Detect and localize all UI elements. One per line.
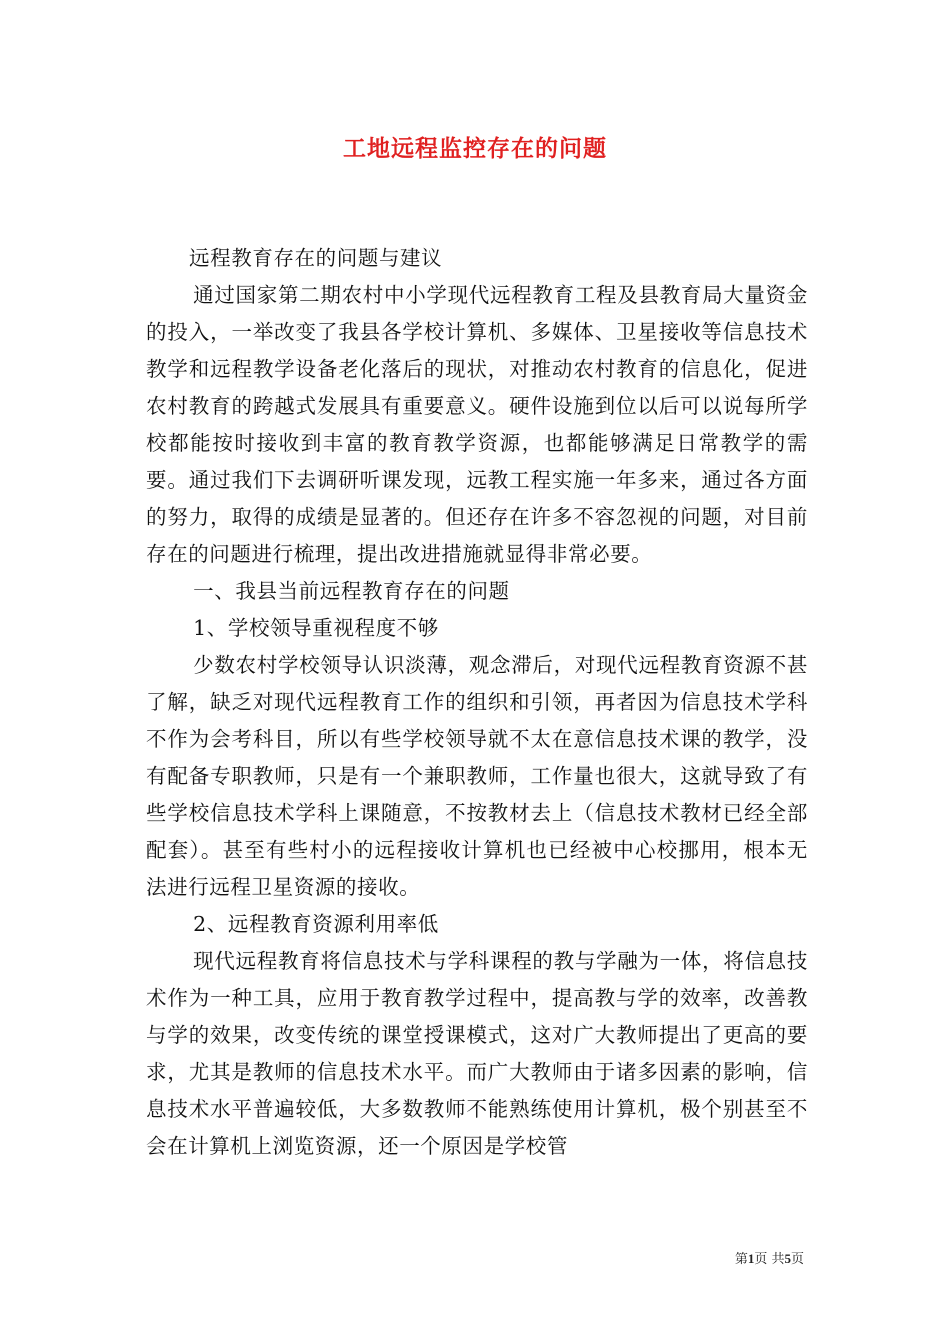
footer-prefix: 第 xyxy=(734,1252,748,1267)
document-body xyxy=(146,240,808,1165)
footer-middle: 页 共 xyxy=(754,1252,785,1267)
subsection-heading-1: 1、学校领导重视程度不够 xyxy=(193,616,439,640)
paragraph-subtitle: 远程教育存在的问题与建议 xyxy=(189,246,443,270)
footer-suffix: 页 xyxy=(790,1252,804,1267)
subsection-heading-2: 2、远程教育资源利用率低 xyxy=(193,912,439,936)
footer-total-pages: 5 xyxy=(784,1251,791,1266)
paragraph-intro: 通过国家第二期农村中小学现代远程教育工程及县教育局大量资金的投入，一举改变了我县各学校计算机、多媒体、卫星接收等信息技术教学和远程教学设备老化落后的现状，对推动农村教育的信息化，促进农村教育的跨越式发展具有重要意义。硬件设施到位以后可以说每所学校都能按时接收到丰富的教育教学资源，也都能够满足日常教学的需要。通过我们下去调研听课发现，远教工程实施一年多来，通过各方面的努力，取得的成绩是显著的。但还存在许多不容忽视的问题，对目前存在的问题进行梳理，提出改进措施就显得非常必要。 xyxy=(146,283,808,566)
footer-current-page: 1 xyxy=(747,1251,755,1266)
paragraph-leadership: 少数农村学校领导认识淡薄，观念滞后，对现代远程教育资源不甚了解，缺乏对现代远程教育工作的组织和引领，再者因为信息技术学科不作为会考科目，所以有些学校领导就不太在意信息技术课的教学，没有配备专职教师，只是有一个兼职教师，工作量也很大，这就导致了有些学校信息技术学科上课随意，不按教材去上（信息技术教材已经全部配套）。甚至有些村小的远程接收计算机也已经被中心校挪用，根本无法进行远程卫星资源的接收。 xyxy=(146,653,808,899)
section-heading-1: 一、我县当前远程教育存在的问题 xyxy=(193,579,510,603)
document-title: 工地远程监控存在的问题 xyxy=(343,135,607,162)
paragraph-resource-usage: 现代远程教育将信息技术与学科课程的教与学融为一体，将信息技术作为一种工具，应用于教育教学过程中，提高教与学的效率，改善教与学的效果，改变传统的课堂授课模式，这对广大教师提出了更高的要求，尤其是教师的信息技术水平。而广大教师由于诸多因素的影响，信息技术水平普遍较低，大多数教师不能熟练使用计算机，极个别甚至不会在计算机上浏览资源，还一个原因是学校管 xyxy=(146,949,808,1158)
page-footer xyxy=(735,1248,804,1267)
